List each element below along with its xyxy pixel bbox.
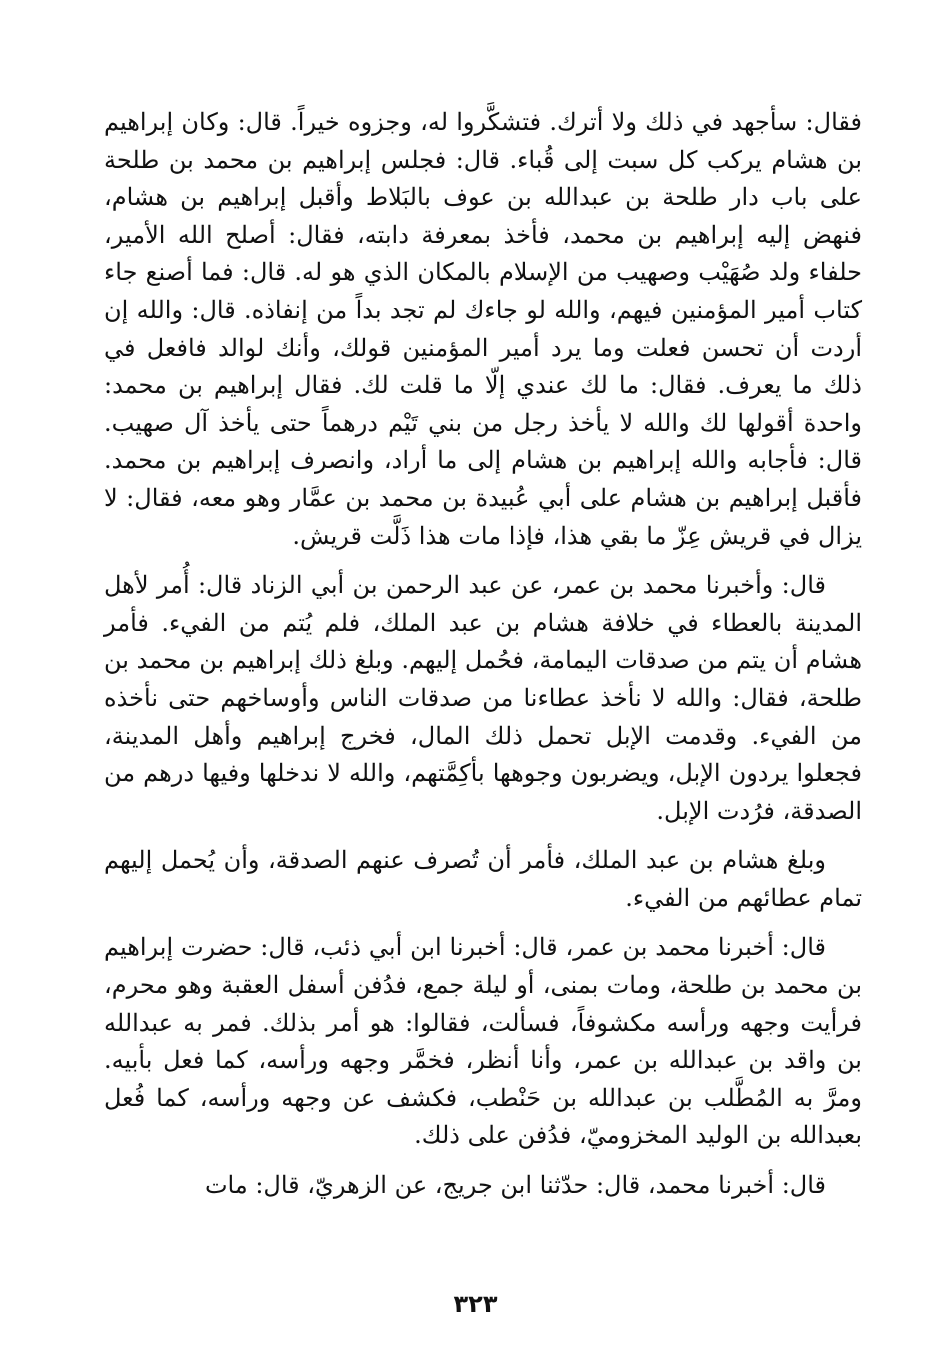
paragraph-5: قال: أخبرنا محمد، قال: حدّثنا ابن جريج، عن الزهريّ، قال: مات: [204, 1171, 826, 1200]
paragraph-1: فقال: سأجهد في ذلك ولا أترك. فتشكَّروا له، وجزوه خيراً. قال: وكان إبراهيم بن هشام يركب كل سبت إلى قُباء. قال: فجلس إبراهيم بن محمد بن طلحة على باب دار طلحة بن عبدالله بن عوف بالبَلاط وأقبل إبراهيم بن هشام، فنهض إليه إبراهيم بن محمد، فأخذ بمعرفة دابته، فقال: أصلح الله الأمير، حلفاء ولد صُهَيْب وصهيب من الإسلام بالمكان الذي هو له. قال: فما أصنع جاء كتاب أمير المؤمنين فيهم، والله لو جاءك لم تجد بداً من إنفاذه. قال: والله إن أردت أن تحسن فعلت وما يرد أمير المؤمنين قولك، وأنك لوالد فافعل في ذلك ما يعرف. فقال: ما لك عندي إلّا ما قلت لك. فقال إبراهيم بن محمد: واحدة أقولها لك والله لا يأخذ رجل من بني تَيْم درهماً حتى يأخذ آل صهيب. قال: فأجابه والله إبراهيم بن هشام إلى ما أراد، وانصرف إبراهيم بن محمد. فأقبل إبراهيم بن هشام على أبي عُبيدة بن محمد بن عمَّار وهو معه، فقال: لا يزال في قريش عِزّ ما بقي هذا، فإذا مات هذا ذَلَّت قريش.: [104, 108, 862, 550]
text-body: [104, 104, 862, 1205]
page-number: ٣٢٣: [453, 1290, 498, 1318]
paragraph-3: وبلغ هشام بن عبد الملك، فأمر أن تُصرف عنهم الصدقة، وأن يُحمل إليهم تمام عطائهم من الفيء.: [104, 846, 862, 912]
paragraph-2: قال: وأخبرنا محمد بن عمر، عن عبد الرحمن بن أبي الزناد قال: أُمر لأهل المدينة بالعطاء في خلافة هشام بن عبد الملك، فلم يُتم من الفيء. فأمر هشام أن يتم من صدقات اليمامة، فحُمل إليهم. وبلغ ذلك إبراهيم بن محمد بن طلحة، فقال: والله لا نأخذ عطاءنا من صدقات الناس وأوساخهم حتى نأخذه من الفيء. وقدمت الإبل تحمل ذلك المال، فخرج إبراهيم وأهل المدينة، فجعلوا يردون الإبل، ويضربون وجوهها بأكِمَّتهم، والله لا ندخلها وفيها درهم من الصدقة، فرُدت الإبل.: [104, 571, 862, 825]
paragraph-4: قال: أخبرنا محمد بن عمر، قال: أخبرنا ابن أبي ذئب، قال: حضرت إبراهيم بن محمد بن طلحة، ومات بمنى، أو ليلة جمع، فدُفن أسفل العقبة وهو محرم، فرأيت وجهه ورأسه مكشوفاً، فسألت، فقالوا: هو أمر بذلك. فمر به عبدالله بن واقد بن عبدالله بن عمر، وأنا أنظر، فخمَّر وجهه ورأسه، كما فعل بأبيه. ومرَّ به المُطَّلب بن عبدالله بن حَنْطب، فكشف عن وجهه ورأسه، كما فُعل بعبدالله بن الوليد المخزوميّ، فدُفن على ذلك.: [104, 933, 862, 1150]
